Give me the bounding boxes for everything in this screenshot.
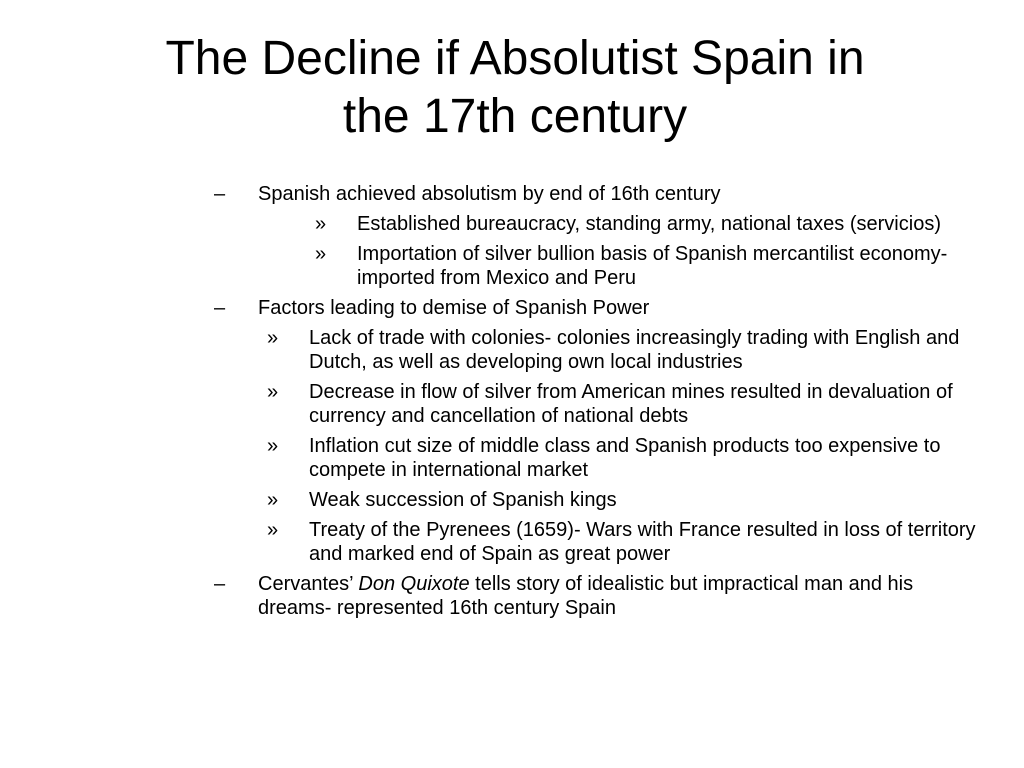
sub-bullet-text: Weak succession of Spanish kings <box>309 489 617 511</box>
sub-bullet-text: Inflation cut size of middle class and Spanish products too expensive to compete in international market <box>309 435 941 481</box>
sub-bullet-item <box>210 380 980 428</box>
bullet-text <box>258 573 913 619</box>
slide-title-line-1: The Decline if Absolutist Spain in <box>165 32 865 85</box>
sub-bullet-item <box>210 326 980 374</box>
bullet-item <box>210 572 980 620</box>
bullet-text-before: Cervantes’ <box>258 573 359 595</box>
bullet-item <box>210 182 980 290</box>
sub-bullet-list <box>210 326 980 566</box>
chevron-bullet-icon: » <box>315 243 327 265</box>
sub-bullet-text: Decrease in flow of silver from American mines resulted in devaluation of currency and cancellation of national debts <box>309 381 953 427</box>
sub-bullet-item <box>210 488 980 512</box>
chevron-bullet-icon: » <box>267 489 279 511</box>
sub-bullet-text: Lack of trade with colonies- colonies increasingly trading with English and Dutch, as well as developing own local industries <box>309 327 960 373</box>
sub-bullet-text: Treaty of the Pyrenees (1659)- Wars with France resulted in loss of territory and marked end of Spain as great power <box>309 519 976 565</box>
chevron-bullet-icon: » <box>267 435 279 457</box>
sub-bullet-item <box>210 434 980 482</box>
sub-bullet-item <box>210 518 980 566</box>
slide-title <box>80 30 950 146</box>
chevron-bullet-icon: » <box>267 327 279 349</box>
chevron-bullet-icon: » <box>315 213 327 235</box>
book-title: Don Quixote <box>358 573 470 595</box>
bullet-text-after: tells story of idealistic but impractical man and his dreams- represented 16th century Spain <box>258 573 914 619</box>
bullet-text: Factors leading to demise of Spanish Power <box>258 297 650 319</box>
dash-bullet-icon: – <box>214 297 226 319</box>
dash-bullet-icon: – <box>214 183 226 205</box>
sub-bullet-item <box>258 242 980 290</box>
dash-bullet-icon: – <box>214 573 226 595</box>
chevron-bullet-icon: » <box>267 381 279 403</box>
sub-bullet-item <box>258 212 980 236</box>
sub-bullet-text: Importation of silver bullion basis of Spanish mercantilist economy- imported from Mexico and Peru <box>357 243 948 289</box>
bullet-text: Spanish achieved absolutism by end of 16th century <box>258 183 721 205</box>
slide-body <box>210 182 980 626</box>
sub-bullet-list <box>258 212 980 290</box>
slide-title-line-2: the 17th century <box>342 90 688 143</box>
chevron-bullet-icon: » <box>267 519 279 541</box>
bullet-item <box>210 296 980 566</box>
sub-bullet-text: Established bureaucracy, standing army, national taxes (servicios) <box>357 213 941 235</box>
